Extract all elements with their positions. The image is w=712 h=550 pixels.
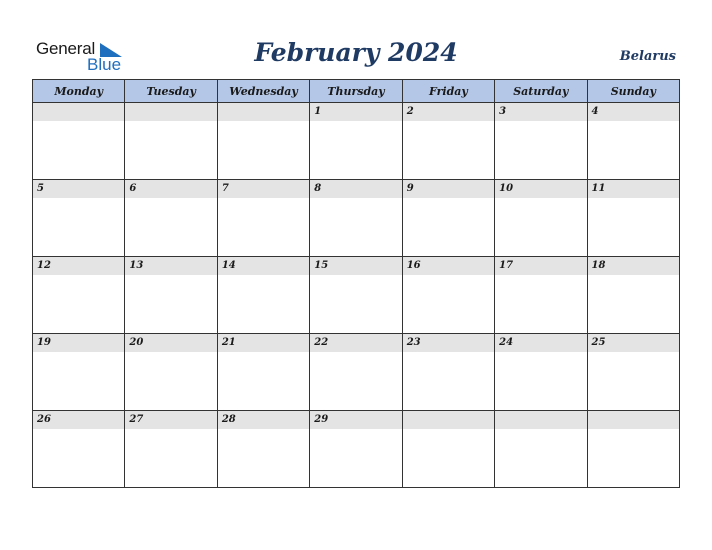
day-number: 28 (218, 411, 309, 429)
day-cell (33, 411, 125, 488)
day-number: 19 (33, 334, 124, 352)
week-row (33, 334, 680, 411)
day-number: 22 (310, 334, 401, 352)
day-cell (310, 411, 402, 488)
day-cell (217, 334, 309, 411)
day-number (218, 103, 309, 121)
day-cell (402, 180, 494, 257)
day-number (403, 411, 494, 429)
calendar-title: February 2024 (254, 38, 458, 67)
day-cell (125, 411, 217, 488)
day-number (495, 411, 586, 429)
day-number: 15 (310, 257, 401, 275)
logo-text-general: General (36, 39, 96, 58)
week-row (33, 257, 680, 334)
day-number: 2 (403, 103, 494, 121)
day-cell (33, 334, 125, 411)
day-number: 17 (495, 257, 586, 275)
logo-text-blue: Blue (87, 55, 122, 74)
day-number: 24 (495, 334, 586, 352)
day-number: 10 (495, 180, 586, 198)
day-cell (402, 103, 494, 180)
calendar-grid (32, 79, 680, 488)
day-number: 27 (125, 411, 216, 429)
day-number: 29 (310, 411, 401, 429)
day-cell (310, 103, 402, 180)
weekday-header: Sunday (587, 80, 679, 103)
day-number: 5 (33, 180, 124, 198)
day-cell (402, 411, 494, 488)
day-number: 20 (125, 334, 216, 352)
week-row (33, 103, 680, 180)
day-number (588, 411, 679, 429)
day-cell (310, 180, 402, 257)
weekday-header: Wednesday (217, 80, 309, 103)
day-number: 6 (125, 180, 216, 198)
day-number: 1 (310, 103, 401, 121)
day-number: 13 (125, 257, 216, 275)
day-cell (495, 103, 587, 180)
day-cell (217, 257, 309, 334)
day-cell (125, 257, 217, 334)
day-cell (402, 257, 494, 334)
day-number: 16 (403, 257, 494, 275)
week-row (33, 180, 680, 257)
day-cell (495, 334, 587, 411)
country-label: Belarus (619, 49, 676, 64)
day-number: 9 (403, 180, 494, 198)
day-number: 8 (310, 180, 401, 198)
day-cell (587, 334, 679, 411)
day-number: 7 (218, 180, 309, 198)
weekday-header: Tuesday (125, 80, 217, 103)
day-number (125, 103, 216, 121)
day-cell (217, 180, 309, 257)
weekday-header: Thursday (310, 80, 402, 103)
day-number: 25 (588, 334, 679, 352)
day-cell (125, 334, 217, 411)
day-cell (310, 334, 402, 411)
day-cell (125, 180, 217, 257)
day-number: 21 (218, 334, 309, 352)
week-row (33, 411, 680, 488)
day-cell (587, 257, 679, 334)
day-cell (402, 334, 494, 411)
day-cell (217, 411, 309, 488)
day-number: 4 (588, 103, 679, 121)
day-cell (587, 180, 679, 257)
day-number: 12 (33, 257, 124, 275)
weekday-header: Monday (33, 80, 125, 103)
weekday-header: Friday (402, 80, 494, 103)
day-number (33, 103, 124, 121)
weekday-header: Saturday (495, 80, 587, 103)
day-cell (587, 103, 679, 180)
day-cell (125, 103, 217, 180)
day-number: 26 (33, 411, 124, 429)
day-number: 3 (495, 103, 586, 121)
day-cell (495, 257, 587, 334)
day-number: 14 (218, 257, 309, 275)
day-cell (33, 103, 125, 180)
day-cell (587, 411, 679, 488)
day-cell (495, 180, 587, 257)
day-number: 18 (588, 257, 679, 275)
day-number: 11 (588, 180, 679, 198)
day-cell (495, 411, 587, 488)
day-number: 23 (403, 334, 494, 352)
day-cell (217, 103, 309, 180)
weekday-header-row (33, 80, 680, 103)
day-cell (310, 257, 402, 334)
day-cell (33, 180, 125, 257)
day-cell (33, 257, 125, 334)
